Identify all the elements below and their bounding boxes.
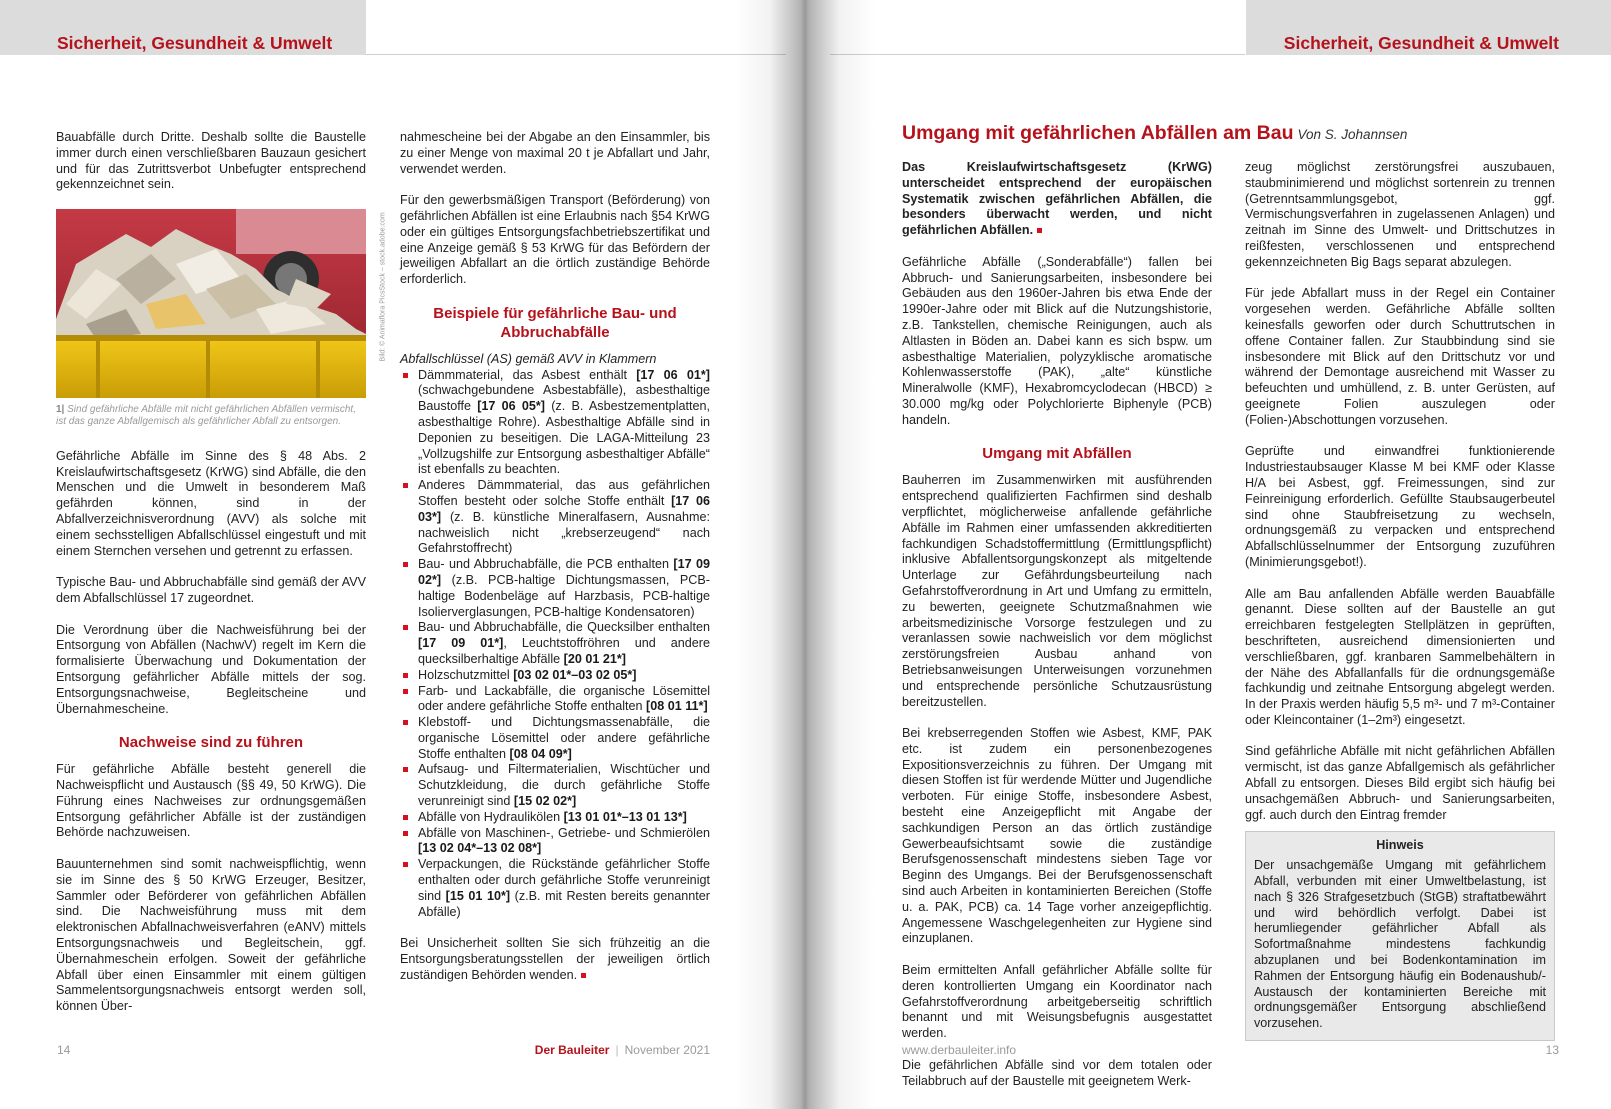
footer-url: www.derbauleiter.info <box>902 1043 1017 1057</box>
left-column-1 <box>56 130 387 1015</box>
article-title <box>902 122 1407 145</box>
paragraph: Für jede Abfallart muss in der Regel ein Container vorgesehen werden. Gefährliche Abfälle sollten keinesfalls geworfen oder durch Schuttrutschen in offene Container fallen. Zur Staubbindung sind sie insbesondere mit Blick auf den Drittschutz vor und während der Demontage ausreichend mit Wasser zu befeuchten und umhüllend, z. B. unter Gerüsten, auf geeignete Folien auszulegen oder (Folien-)Abschottungen vorzusehen. <box>1245 286 1555 427</box>
paragraph: Alle am Bau anfallenden Abfälle werden Bauabfälle genannt. Diese sollten auf der Baustelle an gut erreichbaren festgelegten Stellplätzen in geprüften, beschrifteten, ausreichend dimensionierten und verschließbaren, ggf. kranbaren Sammelbehältern in der Nähe des Abfallanfalls für die ordnungsgemäße fachkundig und zeitnahe Entsorgung abgelegt werden. In der Praxis werden häufig 5,5 m³- und 7 m³-Container oder Kleincontainer (1–2m³) eingesetzt. <box>1245 586 1555 727</box>
caption-number: 1| <box>56 403 65 415</box>
section-header: Sicherheit, Gesundheit & Umwelt <box>1283 33 1559 53</box>
end-mark <box>1037 228 1042 233</box>
right-page <box>790 0 1611 1109</box>
end-mark <box>581 973 586 978</box>
page-number: 14 <box>57 1043 71 1057</box>
paragraph: Beim ermittelten Anfall gefährlicher Abfälle sollte für deren kontrollierten Umgang ein Koordinator nach Gefahrstoffverordnung arbeitgeberseitig schriftlich benannt und mit Weisungsbefugnis ausgestattet werden. <box>902 963 1212 1041</box>
note-text: Der unsachgemäße Umgang mit gefährlichem Abfall, verbunden mit einer Umweltbelastung, ist nach § 326 Strafgesetzbuch (StGB) straftatbewährt und wird behördlich verfolgt. Dabei ist herumliegender gefährlicher Abfall als Sofortmaßnahme mindestens fachkundig abzuplanen und bei Bodenkontamination im Rahmen der Entsorgung häufig ein Bodenaushub/-Austausch der kontaminierten Bereiche mit ordnungsgemäßer Entsorgung abschließend vorzusehen. <box>1254 858 1546 1031</box>
paragraph: Bauunternehmen sind somit nachweispflichtig, wenn sie im Sinne des § 50 KrWG Erzeuger, Besitzer, Sammler oder Beförderer von gefährlichen Abfällen sind. Die Nachweisführung muss mit dem elektronischen Abfallnachweisverfahren (eANV) mittels Entsorgungsnachweis und Begleitschein, ggf. Übernahmeschein erfolgen. Soweit der gefährliche Abfall über einen Einsammler mit einem gültigen Sammelentsorgungsnachweis entsorgt werden soll, können Über- <box>56 856 366 1014</box>
paragraph: Gefährliche Abfälle im Sinne des § 48 Abs. 2 Kreislaufwirtschaftsgesetz (KrWG) sind Abfälle, die den Menschen und die Umwelt in besonderem Maß gefährden können, sind in der Abfallverzeichnisverordnung (AVV) als solche mit einem sechsstelligen Abfallschlüssel eingestuft und mit einem Sternchen versehen und getrennt zu erfassen. <box>56 448 366 558</box>
list-item: Aufsaug- und Filtermaterialien, Wischtücher und Schutzkleidung, die durch gefährliche Stoffe verunreinigt sind [15 02 02*] <box>400 762 710 809</box>
paragraph: Für den gewerbsmäßigen Transport (Beförderung) von gefährlichen Abfällen ist eine Erlaubnis nach §54 KrWG oder ein gültiges Entsorgungsfachbetriebszertifikat und eine Anzeige gemäß § 53 KrWG für das Befördern der jeweiligen Abfallart an die örtlich zuständige Behörde erforderlich. <box>400 193 710 287</box>
issue-date: November 2021 <box>624 1043 710 1057</box>
paragraph: Bei krebserregenden Stoffen wie Asbest, KMF, PAK etc. ist zudem ein personenbezogenes Expositionsverzeichnis zu führen. Der Umgang mit diesen Stoffen ist für werdende Mütter und Jugendliche verboten. Für einige Stoffe, insbesondere Asbest, besteht eine Anzeigepflicht mit Angabe der sachkundigen Person an das örtlich zuständige Gewerbeaufsichtsamt sowie die zuständige Berufsgenossenschaft mindestens sieben Tage vor Beginn des Umgangs. Bei der Berufsgenossenschaft sind auch Arbeiten in kontaminierten Bereichen (Stoffe u. a. PAK, PCB) ca. 14 Tage vorher anzeigepflichtig. Angemessene Waschgelegenheiten zur Hygiene sind einzuplanen. <box>902 726 1212 946</box>
magazine-name: Der Bauleiter <box>534 1043 610 1057</box>
article-photo <box>56 209 387 398</box>
list-item: Bau- und Abbruchabfälle, die PCB enthalten [17 09 02*] (z.B. PCB-haltige Dichtungsmassen, PCB-haltige Bodenbeläge auf Harzbasis, PCB-haltige Isolierverglasungen, PCB-haltige Kondensatoren) <box>400 557 710 620</box>
lead-paragraph: Das Kreislaufwirtschaftsgesetz (KrWG) unterscheidet entsprechend der europäischen Systematik zwischen gefährlichen Abfällen, die besonders überwacht werden, und nicht gefährlichen Abfällen. <box>902 160 1212 238</box>
list-item: Holzschutzmittel [03 02 01*–03 02 05*] <box>400 668 710 684</box>
paragraph: Die gefährlichen Abfälle sind vor dem totalen oder Teilabbruch auf der Baustelle mit geeignetem Werk- <box>902 1057 1212 1088</box>
paragraph: Gefährliche Abfälle („Sonderabfälle“) fallen bei Abbruch- und Sanierungsarbeiten, insbesondere bei Gebäuden aus den 1960er-Jahren bis etwa Ende der 1990er-Jahre oder mit Blick auf die Nutzungshistorie, z.B. Tankstellen, chemische Reinigungen, auch als Altlasten in Böden an. Dabei kann es sich bspw. um asbesthaltige Materialien, polyzyklische aromatische Kohlenwasserstoffe (PAK), „alte“ künstliche Mineralwolle (KMF), Hexabromcyclodecan (HBCD) ≥ 30.000 mg/kg oder Polychlorierte Biphenyle (PCB) handeln. <box>902 254 1212 427</box>
list-item: Bau- und Abbruchabfälle, die Quecksilber enthalten [17 09 01*], Leuchtstoffröhren und andere quecksilberhaltige Abfälle [20 01 21*] <box>400 620 710 667</box>
paragraph: Sind gefährliche Abfälle mit nicht gefährlichen Abfällen vermischt, ist das ganze Abfallgemisch als gefährlicher Abfall zu entsorgen. Dieses Bild ergibt sich häufig bei unsachgemäßen Abbruch- und Sanierungsarbeiten, ggf. auch durch den Eintrag fremder <box>1245 744 1555 822</box>
photo-credit: Bild: © Animaflora PicsStock – stock.adobe.com <box>379 212 387 362</box>
paragraph: Bauabfälle durch Dritte. Deshalb sollte die Baustelle immer durch einen verschließbaren Bauzaun gesichert und für das Zutrittsverbot Unbefugter entsprechend gekennzeichnet sein. <box>56 130 366 192</box>
section-header: Sicherheit, Gesundheit & Umwelt <box>57 33 333 53</box>
left-column-2 <box>400 130 710 984</box>
subheading: Nachweise sind zu führen <box>118 734 304 752</box>
list-item: Dämmmaterial, das Asbest enthält [17 06 01*] (schwachgebundene Asbestabfälle), asbesthaltige Baustoffe [17 06 05*] (z. B. Asbestzementplatten, asbesthaltige Rohre). Asbesthaltige Abfälle sind in Deponien zu beseitigen. Die LAGA-Mitteilung 23 „Vollzugshilfe zur Entsorgung asbesthaltiger Abfälle“ ist ebenfalls zu beachten. <box>400 368 710 479</box>
page-number: 13 <box>1545 1043 1559 1057</box>
list-item: Abfälle von Maschinen-, Getriebe- und Schmierölen [13 02 04*–13 02 08*] <box>400 826 710 858</box>
right-column-1 <box>902 160 1212 1089</box>
footer-publication <box>535 1043 710 1057</box>
header-rule <box>366 54 786 55</box>
paragraph: Für gefährliche Abfälle besteht generell die Nachweispflicht und Austausch (§§ 49, 50 KrWG). Die Führung eines Nachweises zur ordnungsgemäßen Entsorgung gefährlicher Abfälle ist der zuständigen Behörde nachzuweisen. <box>56 762 366 840</box>
article-author: Von S. Johannsen <box>1297 127 1408 142</box>
paragraph: Bauherren im Zusammenwirken mit ausführenden entsprechend qualifizierten Fachfirmen sind deshalb verpflichtet, möglicherweise anfallende gefährliche Abfälle im Rahmen einer umfassenden akkreditierten fachkundigen Schadstoffermittlung (Ermittlungspflicht) inklusive Abfallentsorgungskonzept als mitgeltende Unterlage zur Gefährdungsbeurteilung nach Gefahrstoffverordnung in Art und Umfang zu ermitteln, zu bewerten, geeignete Schutzmaßnahmen wie arbeitsmedizinische Vorsorge festzulegen und zu veranlassen sowie nachweislich vor dem möglichst zerstörungsfreien Ausbau anhand von Betriebsanweisungen Unterweisungen vorzunehmen und entsprechende persönliche Schutzausrüstung bereitzustellen. <box>902 473 1212 709</box>
left-page <box>0 0 790 1109</box>
paragraph: Typische Bau- und Abbruchabfälle sind gemäß der AVV dem Abfallschlüssel 17 zugeordnet. <box>56 575 366 605</box>
list-intro: Abfallschlüssel (AS) gemäß AVV in Klammern <box>400 351 657 366</box>
header-rule <box>830 54 1245 55</box>
footer-separator: | <box>615 1043 619 1057</box>
subheading: Umgang mit Abfällen <box>982 445 1132 463</box>
right-column-2 <box>1245 160 1555 1041</box>
caption-text: Sind gefährliche Abfälle mit nicht gefährlichen Abfällen vermischt, ist das ganze Abfallgemisch als gefährlicher Abfall zu entsorgen. <box>56 403 356 428</box>
note-title: Hinweis <box>1376 838 1424 853</box>
paragraph: Geprüfte und einwandfrei funktionierende Industriestaubsauger Klasse M bei KMF oder Klasse H/A bei Asbest, ggf. Freimessungen, sind zur Feinreinigung erforderlich. Gefüllte Staubsaugerbeutel sind ohne Staubfreisetzung zu wechseln, ordnungsgemäß zu verpacken und entsprechend Abfallschlüsselnummer der Entsorgung zuzuführen (Minimierungsgebot!). <box>1245 444 1555 569</box>
paragraph: nahmescheine bei der Abgabe an den Einsammler, bis zu einer Menge von maximal 20 t je Abfallart und Jahr, verwendet werden. <box>400 130 710 176</box>
list-item: Verpackungen, die Rückstände gefährlicher Stoffe enthalten oder durch gefährliche Stoffe verunreinigt sind [15 01 10*] (z.B. mit Resten bereits genannter Abfälle) <box>400 857 710 920</box>
paragraph: Die Verordnung über die Nachweisführung bei der Entsorgung von Abfällen (NachwV) regelt im Kern die formalisierte Überwachung und Dokumentation der Entsorgung gefährlicher Abfälle mittels der sog. Entsorgungsnachweise, Begleitscheine und Übernahmescheine. <box>56 622 366 716</box>
subheading: Beispiele für gefährliche Bau- und Abbruchabfälle <box>433 304 677 341</box>
hazardous-waste-list <box>400 368 710 921</box>
article-title-text: Umgang mit gefährlichen Abfällen am Bau <box>902 122 1294 144</box>
waste-container-photo <box>56 209 366 398</box>
paragraph: Bei Unsicherheit sollten Sie sich frühzeitig an die Entsorgungsberatungsstellen der jeweiligen örtlich zuständigen Behörden wenden. <box>400 936 710 982</box>
note-box <box>1245 831 1555 1041</box>
list-item: Anderes Dämmmaterial, das aus gefährlichen Stoffen besteht oder solche Stoffe enthält [17 06 03*] (z. B. künstliche Mineralfasern, Ausnahme: nachweislich nicht „krebserzeugend“ nach Gefahrstoffrecht) <box>400 478 710 557</box>
list-item: Farb- und Lackabfälle, die organische Lösemittel oder andere gefährliche Stoffe enthalten [08 01 11*] <box>400 684 710 716</box>
list-item: Klebstoff- und Dichtungsmassenabfälle, die organische Lösemittel oder andere gefährliche Stoffe enthalten [08 04 09*] <box>400 715 710 762</box>
list-item: Abfälle von Hydraulikölen [13 01 01*–13 01 13*] <box>400 810 710 826</box>
photo-caption <box>56 404 366 429</box>
paragraph: zeug möglichst zerstörungsfrei auszubauen, staubminimierend und möglichst sortenrein zu trennen (Getrenntsammlungsgebot, ggf. Vermischungsverfahren in zugelassenen Anlagen) und zeitnah im Sinne des Umwelt- und Drittschutzes in reißfesten, verschlossenen und entsprechend gekennzeichneten Big Bags separat abzulegen. <box>1245 160 1555 269</box>
